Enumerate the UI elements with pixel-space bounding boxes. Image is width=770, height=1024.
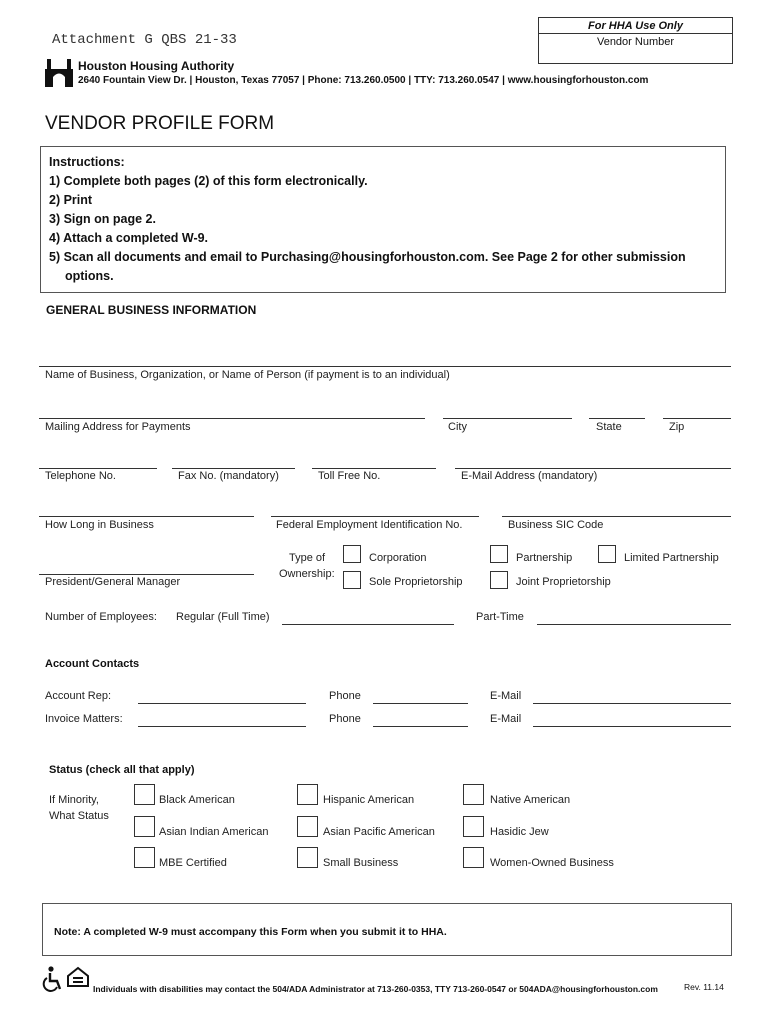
revision-label: Rev. 11.14: [684, 982, 724, 992]
instruction-line: 4) Attach a completed W-9.: [49, 231, 209, 245]
city-input[interactable]: [443, 402, 572, 419]
tollfree-input[interactable]: [312, 452, 436, 469]
hasidic-jew-label: Hasidic Jew: [490, 826, 549, 838]
asian-pacific-american-label: Asian Pacific American: [323, 826, 435, 838]
account-rep-phone-input[interactable]: [373, 687, 468, 704]
hha-logo-icon: [45, 57, 73, 87]
asian-pacific-american-checkbox[interactable]: [297, 816, 318, 837]
mailing-address-label: Mailing Address for Payments: [45, 421, 191, 433]
account-rep-phone-label: Phone: [329, 690, 361, 702]
account-rep-email-label: E-Mail: [490, 690, 522, 702]
email-label: E-Mail Address (mandatory): [461, 470, 598, 482]
joint-proprietorship-label: Joint Proprietorship: [516, 576, 611, 588]
ownership-type-label: Ownership:: [279, 568, 335, 580]
status-heading: Status (check all that apply): [49, 764, 195, 776]
instruction-line: 5) Scan all documents and email to Purchasing@housingforhouston.com. See Page 2 for other submission: [49, 250, 686, 264]
ownership-type-label: Type of: [289, 552, 326, 564]
invoice-email-label: E-Mail: [490, 713, 522, 725]
telephone-label: Telephone No.: [45, 470, 116, 482]
hha-use-title: For HHA Use Only: [539, 18, 732, 34]
zip-input[interactable]: [663, 402, 731, 419]
howlong-input[interactable]: [39, 500, 254, 517]
invoice-phone-label: Phone: [329, 713, 361, 725]
president-input[interactable]: [39, 558, 254, 575]
instructions-heading: Instructions:: [49, 155, 125, 169]
fein-label: Federal Employment Identification No.: [276, 519, 463, 531]
hispanic-american-checkbox[interactable]: [297, 784, 318, 805]
invoice-matters-label: Invoice Matters:: [45, 713, 123, 725]
business-name-input[interactable]: [39, 350, 731, 367]
zip-label: Zip: [669, 421, 685, 433]
accessibility-text: Individuals with disabilities may contact the 504/ADA Administrator at 713-260-0353, TTY 713-260-0547 or 504ADA@housingforhouston.com: [93, 984, 658, 994]
account-rep-label: Account Rep:: [45, 690, 112, 702]
hispanic-american-label: Hispanic American: [323, 794, 415, 806]
hha-use-box: [538, 17, 733, 64]
limited-partnership-checkbox[interactable]: [598, 545, 616, 563]
president-label: President/General Manager: [45, 576, 181, 588]
note-text: Note: A completed W-9 must accompany this Form when you submit it to HHA.: [54, 926, 447, 938]
parttime-employees-input[interactable]: [537, 608, 731, 625]
mailing-address-input[interactable]: [39, 402, 425, 419]
joint-proprietorship-checkbox[interactable]: [490, 571, 508, 589]
black-american-checkbox[interactable]: [134, 784, 155, 805]
account-rep-email-input[interactable]: [533, 687, 731, 704]
limited-partnership-label: Limited Partnership: [624, 552, 719, 564]
mbe-certified-checkbox[interactable]: [134, 847, 155, 868]
women-owned-checkbox[interactable]: [463, 847, 484, 868]
sic-input[interactable]: [502, 500, 731, 517]
contacts-heading: Account Contacts: [45, 658, 140, 670]
instruction-line: 3) Sign on page 2.: [49, 212, 156, 226]
native-american-checkbox[interactable]: [463, 784, 484, 805]
city-label: City: [448, 421, 467, 433]
instruction-line: options.: [65, 269, 114, 283]
asian-indian-american-checkbox[interactable]: [134, 816, 155, 837]
small-business-label: Small Business: [323, 857, 399, 869]
sole-proprietorship-label: Sole Proprietorship: [369, 576, 463, 588]
hasidic-jew-checkbox[interactable]: [463, 816, 484, 837]
invoice-phone-input[interactable]: [373, 710, 468, 727]
sic-label: Business SIC Code: [508, 519, 604, 531]
attachment-label: Attachment G QBS 21-33: [52, 32, 237, 48]
business-name-label: Name of Business, Organization, or Name of Person (if payment is to an individual): [45, 369, 450, 381]
sole-proprietorship-checkbox[interactable]: [343, 571, 361, 589]
minority-label: If Minority,: [49, 794, 99, 806]
mbe-certified-label: MBE Certified: [159, 857, 227, 869]
corporation-label: Corporation: [369, 552, 427, 564]
howlong-label: How Long in Business: [45, 519, 154, 531]
page-title: VENDOR PROFILE FORM: [45, 113, 275, 134]
partnership-checkbox[interactable]: [490, 545, 508, 563]
women-owned-label: Women-Owned Business: [490, 857, 614, 869]
employees-label: Number of Employees:: [45, 611, 157, 623]
state-label: State: [596, 421, 622, 433]
native-american-label: Native American: [490, 794, 571, 806]
partnership-label: Partnership: [516, 552, 573, 564]
tollfree-label: Toll Free No.: [318, 470, 381, 482]
parttime-label: Part-Time: [476, 611, 524, 623]
state-input[interactable]: [589, 402, 645, 419]
instruction-line: 1) Complete both pages (2) of this form electronically.: [49, 174, 368, 188]
fax-input[interactable]: [172, 452, 295, 469]
org-address: 2640 Fountain View Dr. | Houston, Texas 77057 | Phone: 713.260.0500 | TTY: 713.260.0547 | www.housingforhouston.com: [78, 75, 649, 86]
email-input[interactable]: [455, 452, 731, 469]
note-box: [42, 903, 732, 956]
corporation-checkbox[interactable]: [343, 545, 361, 563]
asian-indian-american-label: Asian Indian American: [159, 826, 269, 838]
instructions-box: [40, 146, 726, 293]
fein-input[interactable]: [271, 500, 479, 517]
invoice-email-input[interactable]: [533, 710, 731, 727]
telephone-input[interactable]: [39, 452, 157, 469]
minority-label: What Status: [49, 810, 109, 822]
vendor-number-label: Vendor Number: [596, 36, 675, 48]
fax-label: Fax No. (mandatory): [178, 470, 279, 482]
accessibility-icon: [42, 966, 66, 992]
equal-housing-icon: [67, 966, 89, 992]
small-business-checkbox[interactable]: [297, 847, 318, 868]
black-american-label: Black American: [159, 794, 235, 806]
account-rep-input[interactable]: [138, 687, 306, 704]
org-name: Houston Housing Authority: [78, 59, 235, 73]
instruction-line: 2) Print: [49, 193, 93, 207]
general-heading: GENERAL BUSINESS INFORMATION: [46, 303, 257, 317]
regular-employees-input[interactable]: [282, 608, 454, 625]
invoice-matters-input[interactable]: [138, 710, 306, 727]
regular-label: Regular (Full Time): [176, 611, 270, 623]
